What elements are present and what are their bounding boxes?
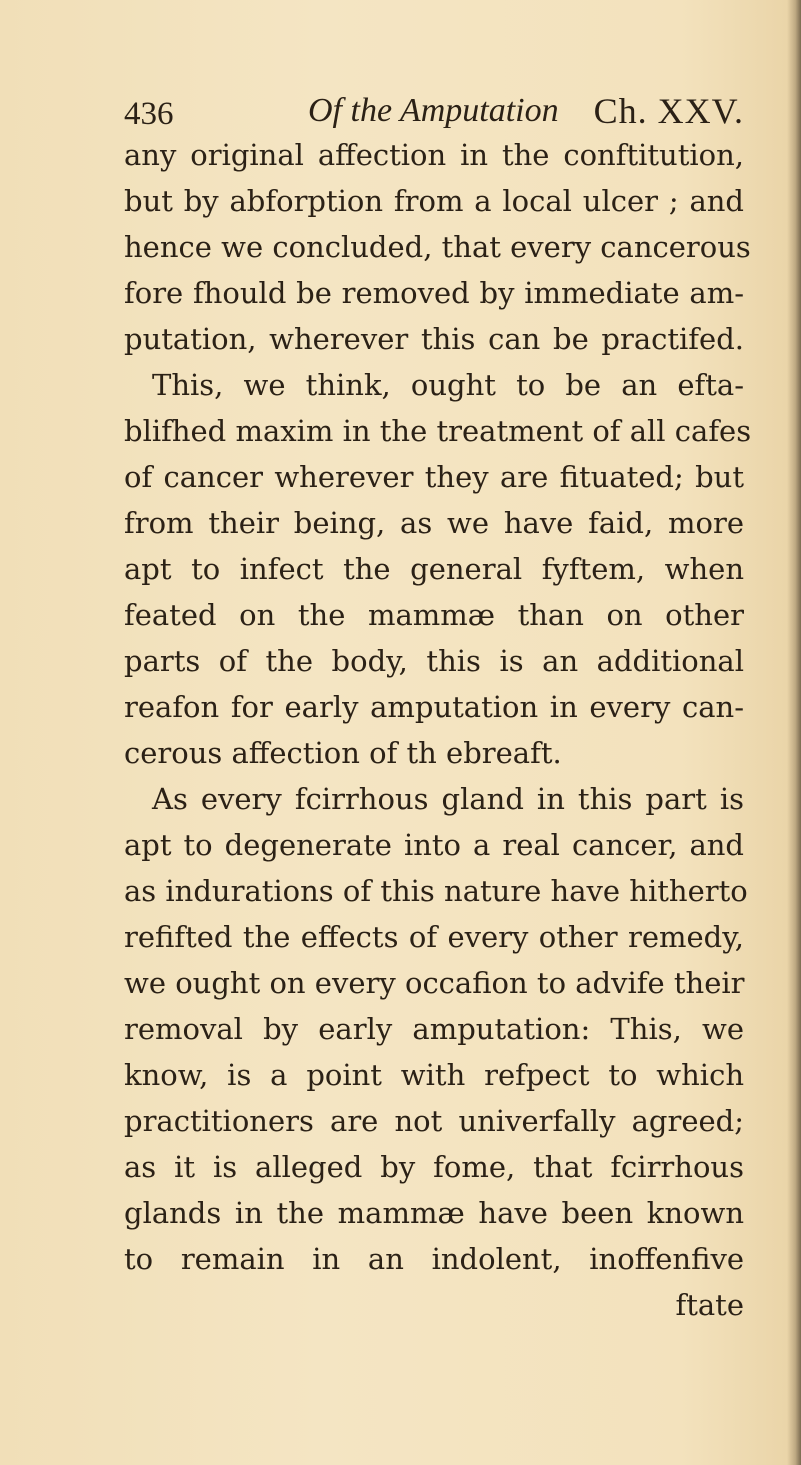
text-line: reafon for early amputation in every can- [124, 690, 744, 724]
page-number: 436 [124, 96, 174, 132]
text-line: practitioners are not univerfally agreed; [124, 1104, 744, 1138]
text-line: but by abforption from a local ulcer ; and [124, 184, 744, 218]
text-line: apt to infect the general fyftem, when [124, 552, 744, 586]
text-line: feated on the mammæ than on other [124, 598, 744, 632]
text-line: as indurations of this nature have hitherto [124, 874, 748, 908]
text-line: removal by early amputation: This, we [124, 1012, 744, 1046]
page-edge-shadow [787, 0, 801, 1465]
text-line: cerous affection of th ebreaft. [124, 736, 562, 770]
text-line: parts of the body, this is an additional [124, 644, 744, 678]
text-line: from their being, as we have faid, more [124, 506, 744, 540]
text-line: of cancer wherever they are fituated; but [124, 460, 744, 494]
body-text [124, 132, 752, 1328]
text-line: This, we think, ought to be an efta- [152, 368, 744, 402]
text-line: we ought on every occafion to advife their [124, 966, 745, 1000]
text-line: to remain in an indolent, inoffenfive [124, 1242, 744, 1276]
text-line: know, is a point with refpect to which [124, 1058, 744, 1092]
catchword: ftate [675, 1288, 744, 1322]
text-line: refifted the effects of every other remedy, [124, 920, 744, 954]
text-line: hence we concluded, that every cancerous [124, 230, 751, 264]
text-line: putation, wherever this can be practifed. [124, 322, 744, 356]
running-title: Of the Amputation [308, 92, 559, 129]
text-line: blifhed maxim in the treatment of all cafes [124, 414, 752, 448]
text-line: As every fcirrhous gland in this part is [152, 782, 744, 816]
text-line: apt to degenerate into a real cancer, and [124, 828, 744, 862]
text-line: any original affection in the conftitution, [124, 138, 744, 172]
text-line: fore fhould be removed by immediate am- [124, 276, 744, 310]
chapter-label: Ch. XXV. [593, 91, 744, 131]
text-line: glands in the mammæ have been known [124, 1196, 744, 1230]
text-line: as it is alleged by fome, that fcirrhous [124, 1150, 744, 1184]
